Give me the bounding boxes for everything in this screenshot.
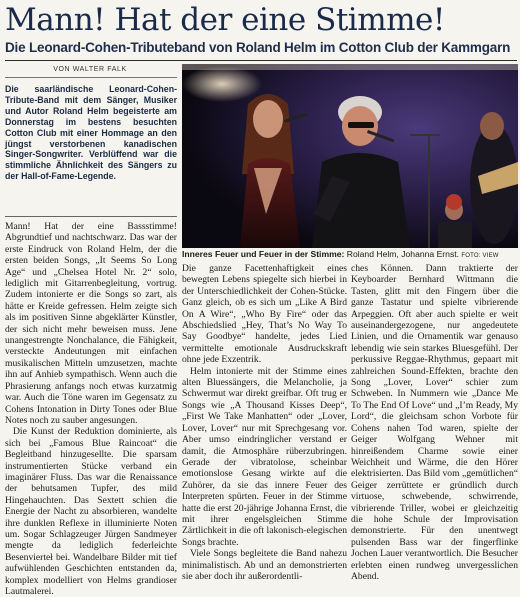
body-paragraph: Die Kunst der Reduktion dominierte, als sich bei „Famous Blue Raincoat“ die Begleitband hinzugesellte. Die sparsam instrumentierten Stücke verband ein imaginärer Fluss. Das war die Renaissance der behutsamen Tupfer, des mild Hingehauchten. Das Sextett schien die Energie der Nacht zu absorbieren, wandelte ihre dunklen Reflexe in illuminierte Noten um. Sogar Schlagzeuger Jürgen Sandmeyer mengte da lediglich federleichte Besenvierteł bei. Wandelbare Bilder mit tief aufwühlenden Geschichten entstanden da, komplex modelliert von Helms grandioser Lautmalerei. (5, 426, 177, 597)
text-column-1 (5, 221, 177, 597)
text-column-3 (351, 263, 518, 582)
photo-caption (182, 249, 518, 262)
body-paragraph: Helm intonierte mit der Stimme eines alten Bluessängers, die Melancholie, ja Schwermut war direkt greifbar. Oft trug er Songs wie „A Thousand Kisses Deep“, „First We Take Manhatten“ oder „Lover, Lover, Lover“ nur mit Sprechgesang vor. Aber umso eindringlicher verstand er damit, die Atmosphäre rüberzubringen. Gerade der vibratolose, scheinbar emotionslose Gesang wirkte auf die Zuhörer, da sie das innere Feuer des Interpreten spürten. Feuer in der Stimme hatte die erst 20-jährige Johanna Ernst, die mit ihrer engelsgleichen Stimme Zärtlichkeit in die oft lakonisch-elegischen Songs brachte. (182, 365, 347, 548)
body-paragraph: Die ganze Facettenhaftigkeit eines bewegten Lebens spiegelte sich hierbei in der Unterschiedlichkeit der Cohen-Stücke. Ganz gleich, ob es sich um „Like A Bird On A Wire“, „Who By Fire“ oder das Abschiedslied „Hey, That’s No Way To Say Goodbye“ handelte, jedes Lied vermittelte emotionale Ausdruckskraft ohne jede Exzentrik. (182, 263, 347, 366)
caption-names: Roland Helm, Johanna Ernst. (344, 249, 460, 259)
text-column-2 (182, 263, 347, 582)
byline: VON WALTER FALK (53, 66, 127, 73)
lead-rule (5, 216, 177, 217)
caption-bold: Inneres Feuer und Feuer in der Stimme: (182, 249, 345, 259)
body-paragraph: Viele Songs begleitete die Band nahezu minimalistisch. Ab und an demonstrierten sie aber doch ihr außerordentli- (182, 548, 347, 582)
concert-photo (182, 64, 518, 248)
body-paragraph: ches Können. Dann traktierte der Keyboarder Bernhard Wittmann die Tasten, glitt mit den Fingern über die ganze Tastatur und spielte vibrierende Arpeggien. Oft aber auch spielte er weit auseinandergezogene, nur angedeutete Linien, und die Ornamentik war genauso lebendig wie sein starkes Bluesgefühl. Der perkussive Reggae-Rhythmus, gepaart mit zahlreichen Sound-Effekten, brachte den Song „Lover, Lover“ schier zum Schweben. In Nummern wie „Dance Me To The End Of Love“ und „I’m Ready, My Lord“, die gleichsam schon Vorbote für Cohens nahen Tod waren, spielte der Geiger Wolfgang Wehner mit hinreißendem Charme sowie einer Weichheit und Wärme, die den Hörer elektrisierten. Das Bild vom „gemütlichen“ Geiger zerrüttete er gründlich durch virtuose, schwebende, schwirrende, vibrierende Triller, wobei er gleichzeitig die hohe Schule der Improvisation demonstrierte. Für den unentwegt pulsenden Bass war der fingerflinke Jochen Lauer verantwortlich. Die Besucher erlebten einen rundweg unvergesslichen Abend. (351, 263, 518, 582)
article-subheadline: Die Leonard-Cohen-Tributeband von Roland Helm im Cotton Club der Kammgarn (5, 40, 511, 55)
header-rule (5, 60, 517, 61)
byline-rule (5, 77, 177, 78)
photo-credit: FOTO: VIEW (461, 253, 499, 259)
lead-paragraph: Die saarländische Leonard-Cohen-Tribute-Band mit dem Sänger, Musiker und Autor Roland Helm begeisterte am Donnerstag im bestens besuchten Cotton Club mit einer Hommage an den jüngst verstorbenen kanadischen Singer-Songwriter. Verblüffend war die stimmliche Ähnlichkeit des Sängers zu der Hall-of-Fame-Legende. (5, 84, 177, 182)
concert-photo-image (182, 64, 518, 248)
article-headline: Mann! Hat der eine Stimme! (5, 2, 445, 38)
body-paragraph: Mann! Hat der eine Bassstimme! Abgrundtief und nachtschwarz. Das war der erste Eindruck von Roland Helm, der die ersten beiden Songs, „It Seems So Long Age“ und „Chelsea Hotel Nr. 2“ solo, lediglich mit Gitarrenbegleitung, vortrug. Zudem intonierte er die Songs so zart, als hätte er Kreide gefressen. Helm zeigte sich als im positiven Sinne abgeklärter Künstler, der sich nicht mehr beweisen muss. Jene unangestrengte Nonchalance, die Fähigkeit, versteckte Andeutungen mit einfachen musikalischen Mitteln umzusetzen, machte ihn auf Anhieb sympathisch. Wenn auch die Phrasierung anfangs noch etwas kurzatmig war. Auch die Töne waren im Gegensatz zu Cohens Intonation in Dirty Tones oder Blue Notes noch zu sauber angesungen. (5, 221, 177, 426)
